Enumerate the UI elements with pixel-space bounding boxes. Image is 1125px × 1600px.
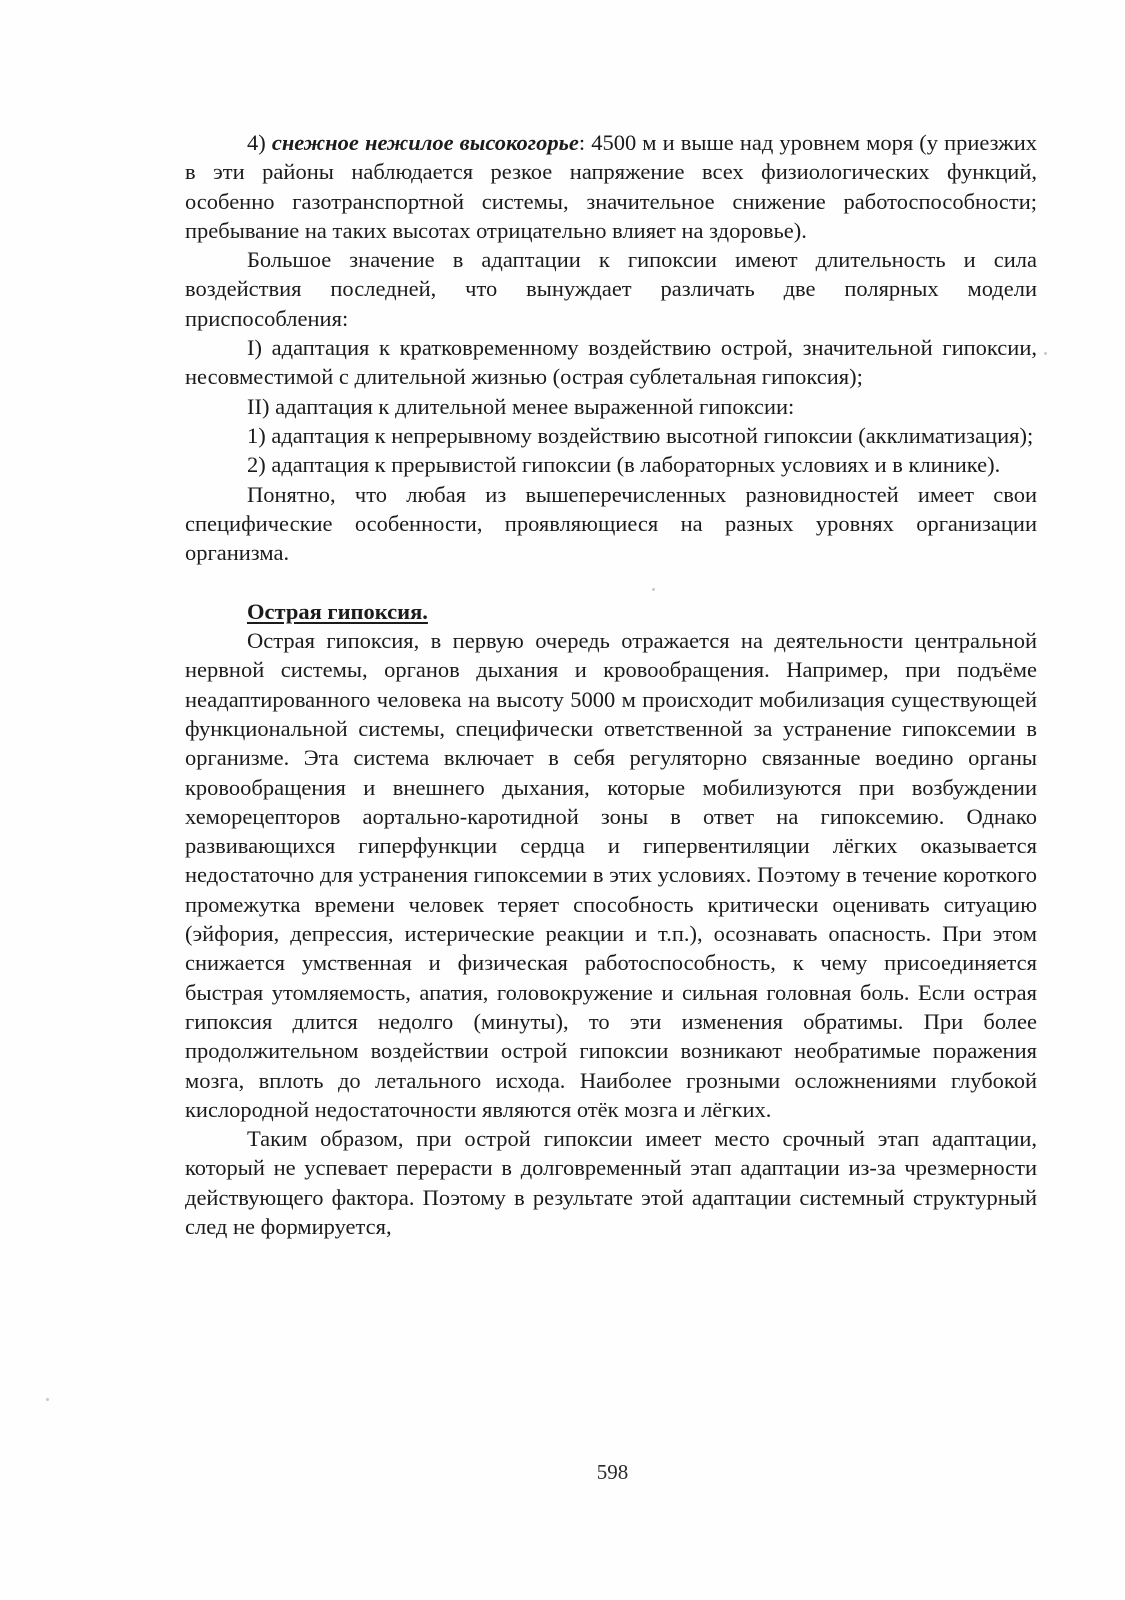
scan-speck <box>1044 352 1047 355</box>
paragraph-model-i: I) адаптация к кратковременному воздействию острой, значительной гипоксии, несовместимой с длительной жизнью (острая сублетальная гипоксия); <box>185 335 1037 390</box>
scan-speck <box>46 1398 49 1401</box>
page-number: 598 <box>596 1460 629 1484</box>
paragraph-subitem-2: 2) адаптация к прерывистой гипоксии (в лабораторных условиях и в клинике). <box>247 452 1001 478</box>
scan-speck <box>652 588 655 591</box>
list-number: 4) <box>247 130 272 155</box>
section-spacer <box>185 567 1037 596</box>
page-body <box>185 128 1037 1241</box>
paragraph-text: : 4500 м и выше над уровнем моря (у приезжих в эти районы наблюдается резкое напряжение всех физиологических функций, особенно газотранспортной системы, значительное снижение работоспособности; пребывание на таких высотах отрицательно влияет на здоровье). <box>185 130 1037 243</box>
paragraph-model-ii: II) адаптация к длительной менее выраженной гипоксии: <box>247 393 795 419</box>
paragraph-summary: Понятно, что любая из вышеперечисленных разновидностей имеет свои специфические особенности, проявляющиеся на разных уровнях организации организма. <box>185 481 1037 566</box>
term-snowy-highlands: снежное нежилое высокогорье <box>271 130 579 155</box>
section-heading: Острая гипоксия. <box>247 598 428 624</box>
paragraph-conclusion: Таким образом, при острой гипоксии имеет место срочный этап адаптации, который не успевает перерасти в долговременный этап адаптации из-за чрезмерности действующего фактора. Поэтому в результате этой адаптации системный структурный след не формируется, <box>185 1126 1037 1239</box>
paragraph-adaptation-intro: Большое значение в адаптации к гипоксии имеют длительность и сила воздействия последней, что вынуждает различать две полярных модели приспособления: <box>185 247 1037 331</box>
paragraph-altitude-zone-4 <box>185 128 1037 245</box>
paragraph-subitem-1: 1) адаптация к непрерывному воздействию высотной гипоксии (акклиматизация); <box>247 422 1034 448</box>
paragraph-acute-hypoxia: Острая гипоксия, в первую очередь отражается на деятельности центральной нервной системы, органов дыхания и кровообращения. Например, при подъёме неадаптированного человека на высоту 5000 м происходит мобилизация существующей функциональной системы, специфически ответственной за устранение гипоксемии в организме. Эта система включает в себя регуляторно связанные воедино органы кровообращения и внешнего дыхания, которые мобилизуются при возбуждении хеморецепторов аортально-каротидной зоны в ответ на гипоксемию. Однако развивающихся гиперфункции сердца и гипервентиляции лёгких оказывается недостаточно для устранения гипоксемии в этих условиях. Поэтому в течение короткого промежутка времени человек теряет способность критически оценивать ситуацию (эйфория, депрессия, истерические реакции и т.п.), осознавать опасность. При этом снижается умственная и физическая работоспособность, к чему присоединяется быстрая утомляемость, апатия, головокружение и сильная головная боль. Если острая гипоксия длится недолго (минуты), то эти изменения обратимы. При более продолжительном воздействии острой гипоксии возникают необратимые поражения мозга, вплоть до летального исхода. Наиболее грозными осложнениями глубокой кислородной недостаточности являются отёк мозга и лёгких. <box>185 628 1037 1122</box>
